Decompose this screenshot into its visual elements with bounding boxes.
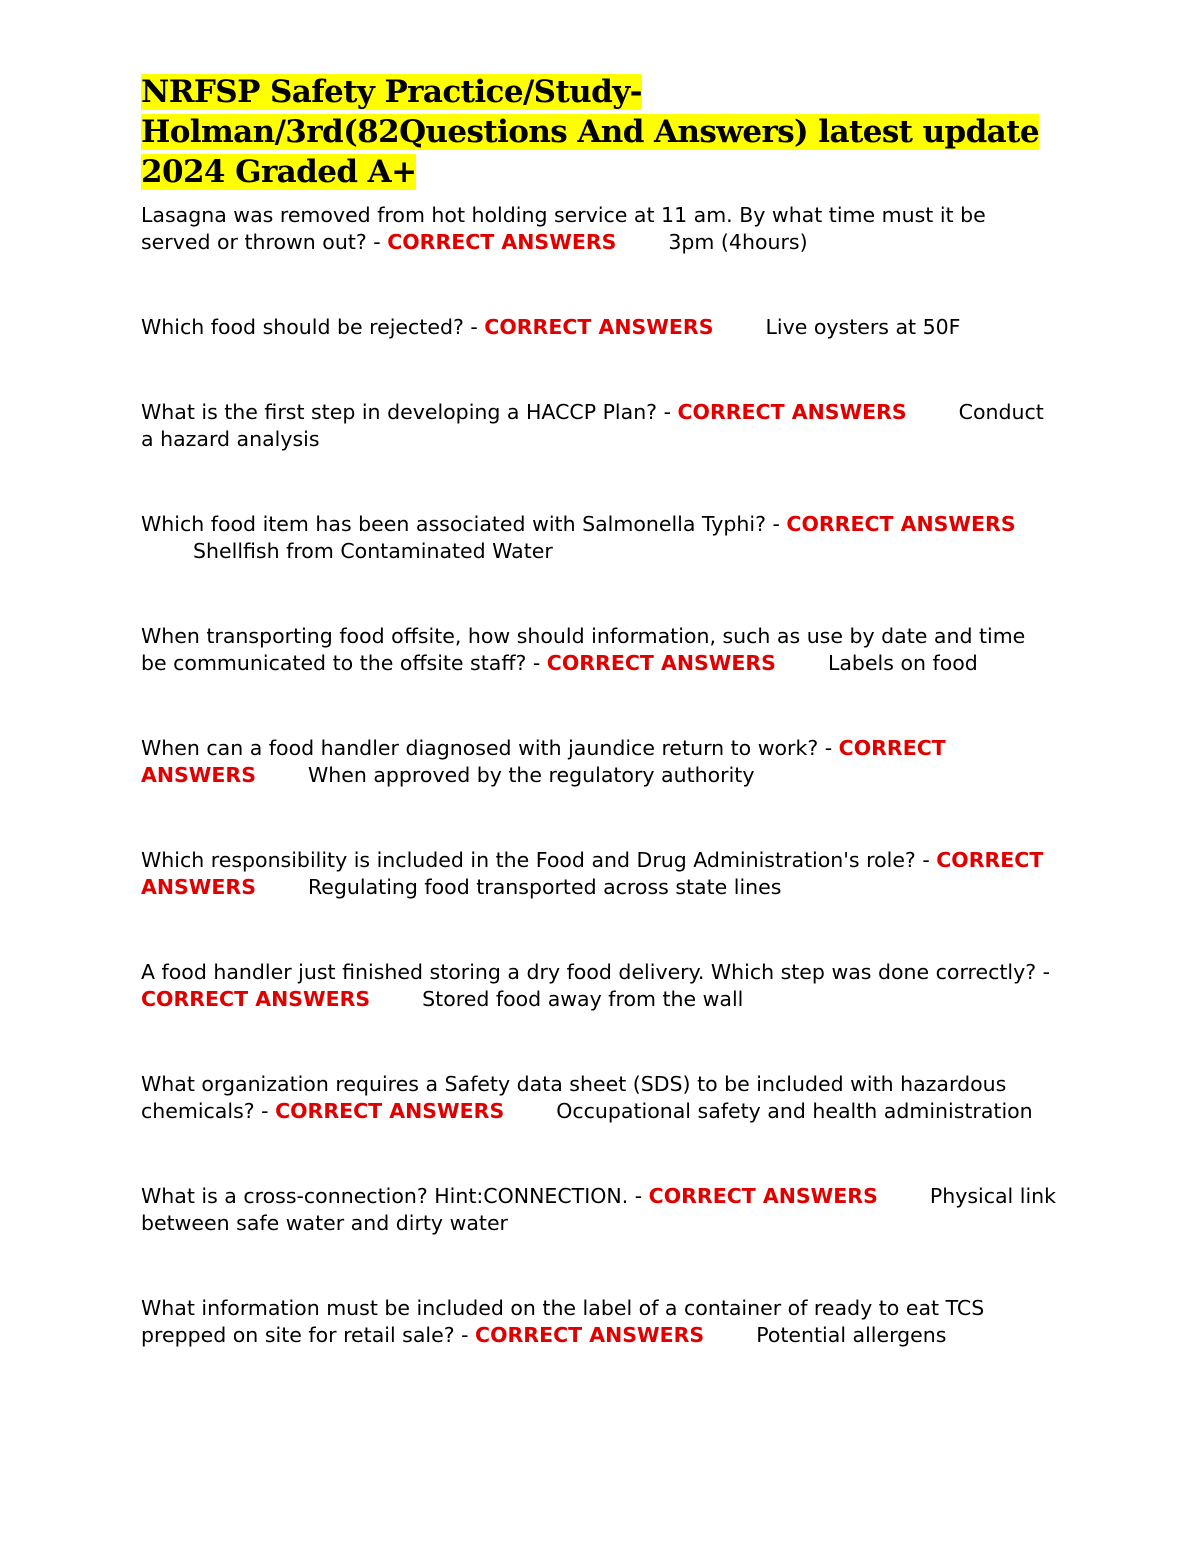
qa-item bbox=[141, 1295, 1056, 1349]
qa-item bbox=[141, 399, 1056, 453]
qa-list bbox=[141, 202, 1056, 1349]
qa-item bbox=[141, 202, 1056, 256]
answer-text: Conduct a hazard analysis bbox=[141, 400, 1044, 451]
correct-answers-tag: CORRECT ANSWERS bbox=[786, 512, 1016, 536]
correct-answers-tag: CORRECT ANSWERS bbox=[546, 651, 776, 675]
correct-answers-tag: CORRECT ANSWERS bbox=[141, 848, 1044, 899]
answer-text: Live oysters at 50F bbox=[765, 315, 961, 339]
question-text: When transporting food offsite, how should information, such as use by date and time be communicated to the offsite staff? - bbox=[141, 624, 1026, 675]
qa-item bbox=[141, 847, 1056, 901]
answer-text: Regulating food transported across state lines bbox=[307, 875, 782, 899]
answer-text: Potential allergens bbox=[756, 1323, 947, 1347]
correct-answers-tag: CORRECT ANSWERS bbox=[141, 736, 946, 787]
qa-item bbox=[141, 623, 1056, 677]
title-highlight: NRFSP Safety Practice/Study-Holman/3rd(82Questions And Answers) latest update 2024 Graded A+ bbox=[141, 74, 1039, 190]
question-text: Which food item has been associated with Salmonella Typhi? - bbox=[141, 512, 787, 536]
answer-text: 3pm (4hours) bbox=[668, 230, 808, 254]
answer-text: Labels on food bbox=[827, 651, 978, 675]
question-text: When can a food handler diagnosed with jaundice return to work? - bbox=[141, 736, 839, 760]
question-text: What is a cross-connection? Hint:CONNECTION. - bbox=[141, 1184, 649, 1208]
question-text: A food handler just finished storing a dry food delivery. Which step was done correctly? - bbox=[141, 960, 1051, 984]
question-text: What organization requires a Safety data sheet (SDS) to be included with hazardous chemicals? - bbox=[141, 1072, 1007, 1123]
qa-item bbox=[141, 314, 1056, 341]
answer-text: Physical link between safe water and dirty water bbox=[141, 1184, 1057, 1235]
answer-text: Stored food away from the wall bbox=[422, 987, 744, 1011]
answer-text: Occupational safety and health administration bbox=[556, 1099, 1033, 1123]
answer-text: Shellfish from Contaminated Water bbox=[193, 539, 553, 563]
correct-answers-tag: CORRECT ANSWERS bbox=[648, 1184, 878, 1208]
question-text: Which responsibility is included in the Food and Drug Administration's role? - bbox=[141, 848, 937, 872]
correct-answers-tag: CORRECT ANSWERS bbox=[677, 400, 907, 424]
qa-item bbox=[141, 1071, 1056, 1125]
qa-item bbox=[141, 1183, 1056, 1237]
question-text: Lasagna was removed from hot holding service at 11 am. By what time must it be served or thrown out? - bbox=[141, 203, 986, 254]
correct-answers-tag: CORRECT ANSWERS bbox=[275, 1099, 505, 1123]
document-title bbox=[141, 72, 1056, 192]
qa-item bbox=[141, 735, 1056, 789]
correct-answers-tag: CORRECT ANSWERS bbox=[475, 1323, 705, 1347]
qa-item bbox=[141, 959, 1056, 1013]
question-text: What information must be included on the label of a container of ready to eat TCS prepped on site for retail sale? - bbox=[141, 1296, 985, 1347]
answer-text: When approved by the regulatory authority bbox=[307, 763, 755, 787]
question-text: What is the first step in developing a HACCP Plan? - bbox=[141, 400, 678, 424]
correct-answers-tag: CORRECT ANSWERS bbox=[484, 315, 714, 339]
correct-answers-tag: CORRECT ANSWERS bbox=[387, 230, 617, 254]
document-content bbox=[141, 72, 1056, 1407]
qa-item bbox=[141, 511, 1056, 565]
question-text: Which food should be rejected? - bbox=[141, 315, 485, 339]
correct-answers-tag: CORRECT ANSWERS bbox=[141, 987, 371, 1011]
